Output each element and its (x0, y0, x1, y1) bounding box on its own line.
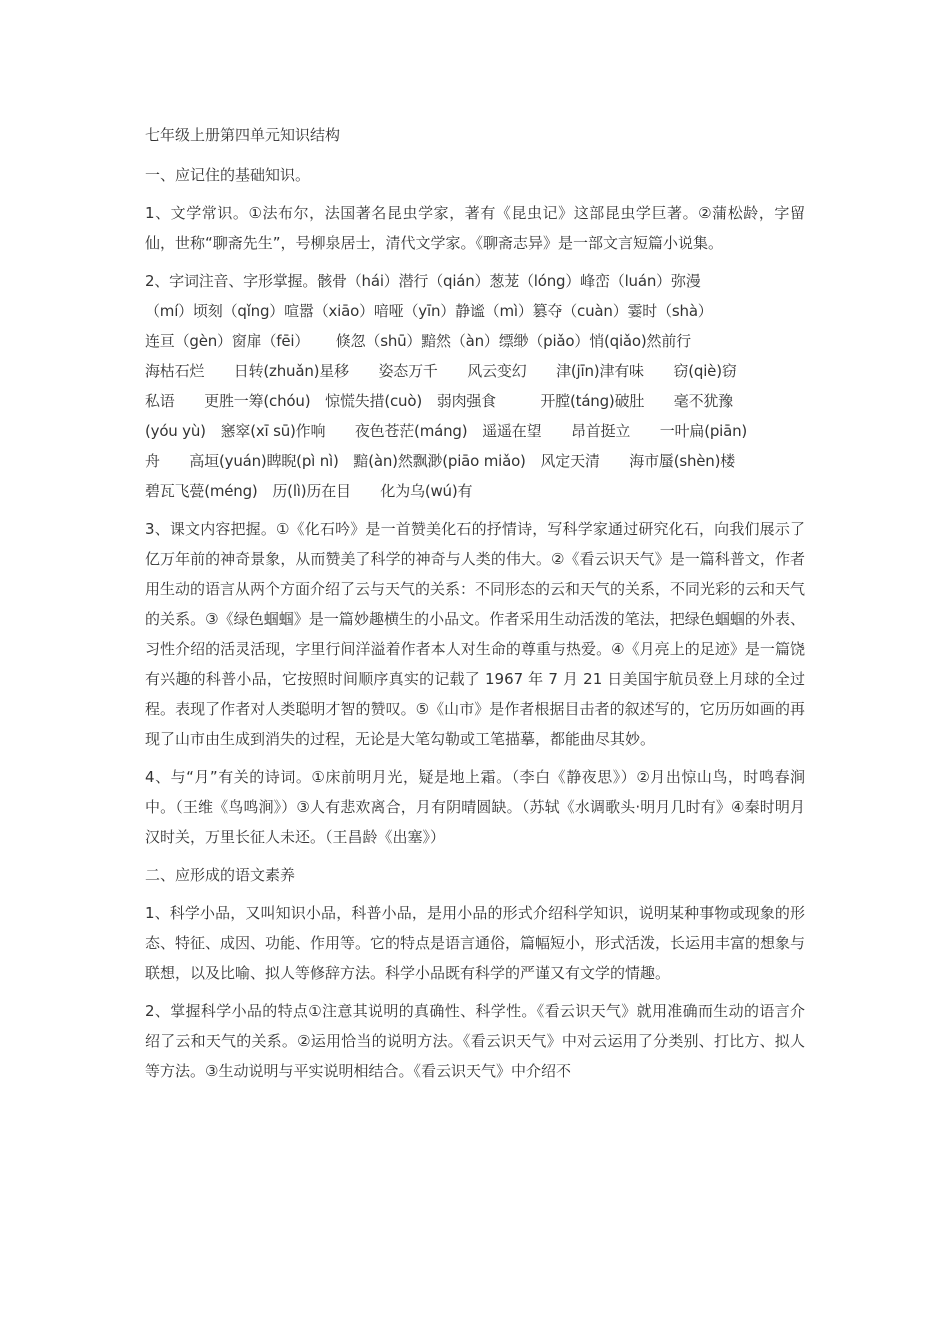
document-title: 七年级上册第四单元知识结构 (145, 126, 341, 144)
vocabulary-line: （mí）顷刻（qǐng）喧嚣（xiāo）喑哑（yīn）静谧（mì）篡夺（cuàn）霎时（shà） (145, 302, 713, 320)
paragraph-text-content: 3、课文内容把握。①《化石吟》是一首赞美化石的抒情诗，写科学家通过研究化石，向我们展示了亿万年前的神奇景象，从而赞美了科学的神奇与人类的伟大。②《看云识天气》是一篇科普文，作者用生动的语言从两个方面介绍了云与天气的关系：不同形态的云和天气的关系，不同光彩的云和天气的关系。③《绿色蝈蝈》是一篇妙趣横生的小品文。作者采用生动活泼的笔法，把绿色蝈蝈的外表、习性介绍的活灵活现，字里行间洋溢着作者本人对生命的尊重与热爱。④《月亮上的足迹》是一篇饶有兴趣的科普小品，它按照时间顺序真实的记载了 1967 年 7 月 21 日美国宇航员登上月球的全过程。表现了作者对人类聪明才智的赞叹。⑤《山市》是作者根据目击者的叙述写的，它历历如画的再现了山市由生成到消失的过程，无论是大笔勾勒或工笔描摹，都能曲尽其妙。 (145, 520, 806, 748)
section-heading-basic-knowledge: 一、应记住的基础知识。 (145, 166, 311, 184)
vocabulary-line: 舟 高垣(yuán)睥睨(pì nì) 黯(àn)然飘渺(piāo miǎo) 风定天清 海市蜃(shèn)楼 (145, 452, 736, 470)
document-page (145, 120, 805, 1094)
paragraph-moon-poems: 4、与“月”有关的诗词。①床前明月光，疑是地上霜。（李白《静夜思》）②月出惊山鸟，时鸣春涧中。（王维《鸟鸣涧》）③人有悲欢离合，月有阴晴圆缺。（苏轼《水调歌头·明月几时有》④秦时明月汉时关，万里长征人未还。（王昌龄《出塞》） (145, 768, 805, 846)
vocabulary-line: 私语 更胜一筹(chóu) 惊慌失措(cuò) 弱肉强食 开膛(táng)破肚 毫不犹豫 (145, 392, 733, 410)
vocabulary-line: 碧瓦飞甍(méng) 历(lì)历在目 化为乌(wú)有 (145, 482, 473, 500)
vocabulary-line: 连亘（gèn）窗扉（fēi） 倏忽（shū）黯然（àn）缥缈（piǎo）悄(qiǎo)然前行 (145, 332, 691, 350)
vocabulary-line: 2、字词注音、字形掌握。骸骨（hái）潜行（qián）葱茏（lóng）峰峦（luán）弥漫 (145, 272, 701, 290)
vocabulary-line: (yóu yù) 窸窣(xī sū)作响 夜色苍茫(máng) 遥遥在望 昂首挺立 一叶扁(piān) (145, 422, 748, 440)
section-heading-literacy: 二、应形成的语文素养 (145, 866, 296, 884)
vocabulary-line: 海枯石烂 日转(zhuǎn)星移 姿态万千 风云变幻 津(jīn)津有味 窃(qiè)窃 (145, 362, 737, 380)
paragraph-literature-facts: 1、文学常识。①法布尔，法国著名昆虫学家，著有《昆虫记》这部昆虫学巨著。②蒲松龄，字留仙，世称“聊斋先生”，号柳泉居士，清代文学家。《聊斋志异》是一部文言短篇小说集。 (145, 204, 805, 252)
paragraph-vocabulary (145, 266, 805, 506)
paragraph-science-essay-features: 2、掌握科学小品的特点①注意其说明的真确性、科学性。《看云识天气》就用准确而生动的语言介绍了云和天气的关系。②运用恰当的说明方法。《看云识天气》中对云运用了分类别、打比方、拟人等方法。③生动说明与平实说明相结合。《看云识天气》中介绍不 (145, 1002, 805, 1080)
paragraph-science-essay-definition: 1、科学小品，又叫知识小品，科普小品，是用小品的形式介绍科学知识，说明某种事物或现象的形态、特征、成因、功能、作用等。它的特点是语言通俗，篇幅短小，形式活泼，长运用丰富的想象与联想，以及比喻、拟人等修辞方法。科学小品既有科学的严谨又有文学的情趣。 (145, 904, 806, 982)
